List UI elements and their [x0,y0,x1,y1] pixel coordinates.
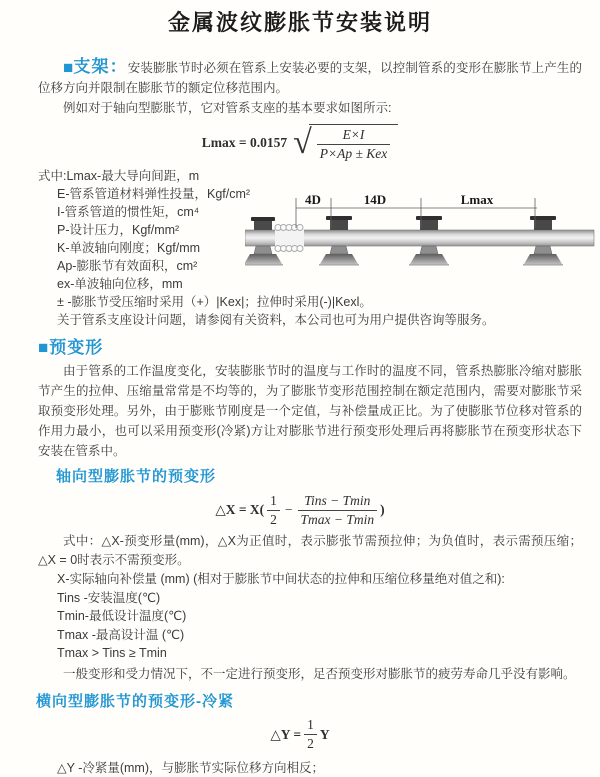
lateral-explain-line: △Y -冷紧量(mm)，与膨胀节实际位移方向相反； [57,759,600,777]
definition-line: ± -膨胀节受压缩时采用（+）|Kex|；拉伸时采用(-)|Kexl。 [57,293,600,311]
axial-explain-paragraph: 式中：△X-预变形量(mm)，△X为正值时，表示膨张节需预拉伸；为负值时，表示需预压缩；△X = 0时表示不需预变形。 [38,532,582,570]
variable-line: X-实际轴向补偿量 (mm) (相对于膨胀节中间状态的拉伸和压缩位移量绝对值之和): [57,570,600,589]
dim-label-14d: 14D [364,192,386,207]
dim-label-lmax: Lmax [461,192,494,207]
support-intro-text: 安装膨胀节时必须在管系上安装必要的支架，以控制管系的变形在膨胀节上产生的位移方向并限制在膨胀节的额定位移范围内。 [38,61,582,95]
formula3-half-fraction [304,717,317,751]
formula1-fraction [317,127,391,161]
support-intro-paragraph [38,57,582,98]
definition-line: Ap-膨胀节有效面积，cm² [57,257,600,275]
axial-subsection-heading: 轴向型膨胀节的预变形 [56,467,600,487]
axial-variable-list [57,570,600,663]
section-square-icon: ■ [38,338,49,357]
lateral-explain-block [57,759,600,777]
predeform-heading-text: 预变形 [49,338,103,357]
lateral-subsection-heading: 横向型膨胀节的预变形-冷紧 [36,692,600,712]
formula1-lhs: Lmax = 0.0157 [202,134,287,152]
formula2-temp-den: Tmax − Tmin [298,511,378,528]
variable-line: Tins -安装温度(℃) [57,589,600,608]
pipe-support-diagram [245,190,595,290]
section-square-icon: ■ [63,58,73,77]
support-section-heading: 支架： [73,57,127,76]
definition-line: P-设计压力，Kgf/mm² [57,221,600,239]
definition-line: 式中:Lmax-最大导向间距，m [38,167,600,185]
formula2-temp-num: Tins − Tmin [298,493,378,511]
formula3-rhs: Y [320,726,330,744]
variable-line: Tmax -最高设计温 (℃) [57,626,600,645]
variable-line: Tmax > Tins ≥ Tmin [57,644,600,663]
definition-line: E-管系管道材料弹性投量，Kgf/cm² [57,185,600,203]
formula1-radicand [309,124,399,161]
dim-label-4d: 4D [305,192,321,207]
formula2-half-fraction [267,493,280,527]
axial-predeform-formula [0,492,600,528]
axial-note-line: 一般变形和受力情况下，不一定进行预变形，足否预变形对膨胀节的疲劳寿命几乎没有影响。 [38,664,582,684]
formula2-half-den: 2 [267,511,280,528]
formula1-sqrt [293,124,398,161]
predeform-section-heading [38,337,600,359]
formula3-den: 2 [304,735,317,752]
formula2-minus: − [285,501,293,519]
formula2-half-num: 1 [267,493,280,511]
guide-spacing-formula [0,125,600,161]
formula1-numerator: E×I [317,127,391,145]
bellows-icon [275,225,304,252]
radical-sign: √ [293,129,312,158]
definition-line: K-单波轴向刚度；Kgf/mm [57,239,600,257]
predeform-paragraph: 由于管系的工作温度变化，安装膨胀节时的温度与工作时的温度不同，管系热膨胀冷缩对膨胀节产生的拉伸、压缩量常常是不均等的，为了膨胀节变形范围控制在额定范围内，需要对膨胀节采取预变形处理。另外，由于膨账节刚度是一个定值，与补偿量成正比。为了使膨胀节位移对管系的作用力最小，也可以采用预变形(冷紧)方让对膨胀节进行预变形处理后再将膨胀节在预变形状态下安装在管系中。 [38,361,582,461]
support-example-line: 例如对于轴向型膨胀节，它对管系支座的基本要求如图所示: [38,98,582,118]
variable-line: Tmin-最低设计温度(℃) [57,607,600,626]
definition-line: 关于管系支座设计问题，请参阅有关资料，本公司也可为用户提供咨询等服务。 [57,311,600,329]
formula1-denominator: P×Ap ± Kex [317,145,391,162]
formula2-temp-fraction [298,493,378,527]
lateral-predeform-formula [0,719,600,751]
definition-line: I-管系管道的惯性矩，cm⁴ [57,203,600,221]
formula3-num: 1 [304,717,317,735]
formula3-lhs: △Y = [270,726,301,744]
definition-line: ex-单波轴向位移，mm [57,275,600,293]
formula2-lhs: △X = X( [215,501,264,519]
page-title: 金属波纹膨胀节安装说明 [0,0,600,46]
formula2-close: ) [380,501,385,519]
